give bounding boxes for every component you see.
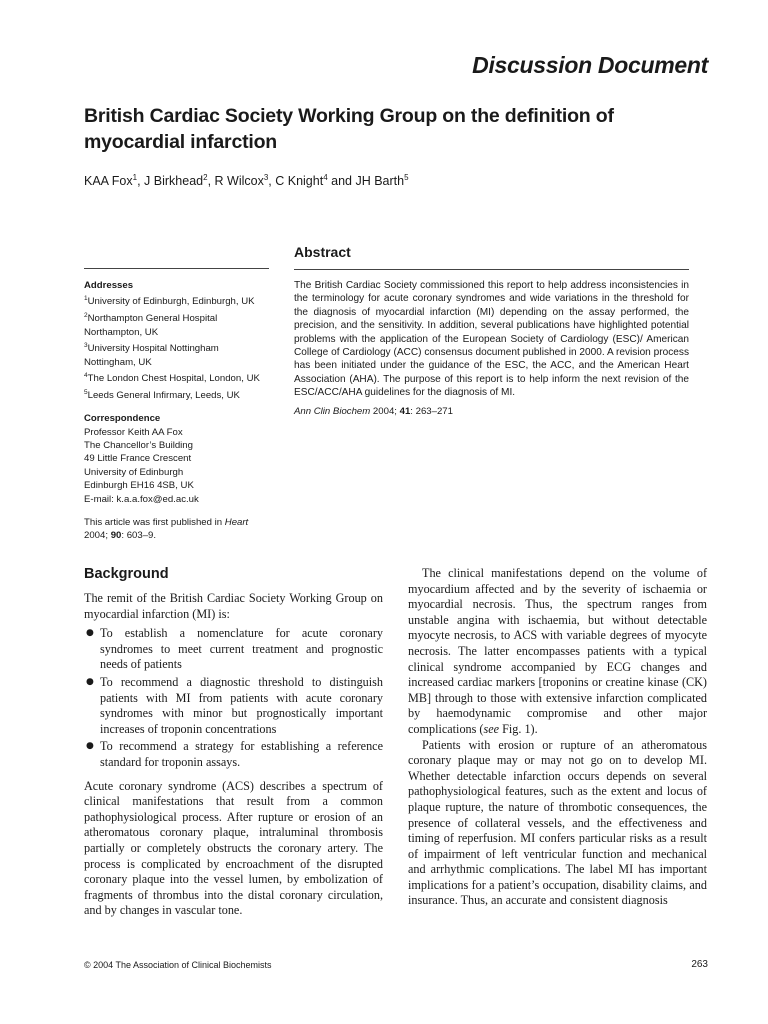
- clinical-manifestations-paragraph: The clinical manifestations depend on the volume of myocardium affected and by the severity of ischaemia or myocardial necrosis. Thus, the spectrum ranges from unstable angina with ischaemia, but without detectable myocyte necrosis, to ACS with variable degrees of myocyte necrosis. The latter encompasses patients with a typical clinical syndrome accompanied by ECG changes and increased cardiac markers [troponins or creatine kinase (CK) MB] through to those with extensive infarction complicated by haemodynamic compromise and other major complications (see Fig. 1).: [408, 566, 707, 736]
- list-item: ● To establish a nomenclature for acute coronary syndromes to meet current treatment and prognostic needs of patients: [86, 626, 383, 672]
- page-number: 263: [691, 959, 708, 970]
- author: KAA Fox$^1$,: [84, 173, 145, 189]
- body-column-left: [84, 566, 383, 919]
- address-line: $^1$University of Edinburgh, Edinburgh, UK: [84, 295, 255, 308]
- author-list: [84, 173, 409, 188]
- author: C Knight$^4$ and: [275, 173, 356, 189]
- background-intro: The remit of the British Cardiac Society Working Group on myocardial infarction (MI) is:: [84, 591, 383, 621]
- address-line: $^2$Northampton General Hospital: [84, 312, 218, 325]
- first-published-note: This article was first published in Heart 2004; 90: 603–9.: [84, 517, 249, 542]
- correspondence-email[interactable]: E-mail: k.a.a.fox@ed.ac.uk: [84, 493, 199, 505]
- address-line: $^3$University Hospital Nottingham: [84, 342, 219, 355]
- acs-paragraph: Acute coronary syndrome (ACS) describes a spectrum of clinical manifestations that result from a common pathophysiological process. After rupture or erosion of an atheromatous coronary plaque, intraluminal thrombosis partially or completely obstructs the coronary artery. The process is complicated by encroachment of the disrupted coronary plaque into the vessel lumen, by embolization of fragments of thrombus into the distal coronary circulation, and by changes in vascular tone.: [84, 778, 383, 918]
- address-line: $^4$The London Chest Hospital, London, UK: [84, 372, 260, 385]
- list-item: ● To recommend a strategy for establishing a reference standard for troponin assays.: [86, 739, 383, 769]
- abstract-divider: [294, 269, 689, 270]
- bullet-icon: ●: [86, 676, 94, 687]
- document-type-label: Discussion Document: [472, 52, 708, 78]
- abstract-body: The British Cardiac Society commissioned this report to help address inconsistencies in the terminology for acute coronary syndromes and wide variations in the threshold for the diagnosis of myocardial infarction (MI) depending on the assay performed, the precision, and the sensitivity. In addition, several publications have highlighted potential problems with the application of the European Society of Cardiology (ESC)/ American College of Cardiology (ACC) consensus document published in 2000. A revision process has been initiated under the guidance of the ESC, the ACC, and the American Heart Association (AHA). The purpose of this report is to help inform the next revision of the ESC/ACC/AHA guidelines for the diagnosis of MI.: [294, 280, 689, 399]
- abstract-citation: Ann Clin Biochem 2004; 41: 263–271: [294, 405, 453, 417]
- correspondence-line: Edinburgh EH16 4SB, UK: [84, 480, 194, 492]
- bullet-icon: ●: [86, 628, 94, 639]
- correspondence-block: [84, 426, 269, 506]
- body-column-right: [408, 566, 707, 909]
- bullet-icon: ●: [86, 741, 94, 752]
- address-list: [84, 292, 269, 402]
- article-metadata: [84, 268, 269, 543]
- abstract-section: [294, 244, 689, 417]
- author: JH Barth$^5$: [355, 173, 409, 189]
- correspondence-line: University of Edinburgh: [84, 466, 184, 478]
- remit-list: [84, 626, 383, 770]
- correspondence-heading: Correspondence: [84, 413, 161, 425]
- address-line: $^5$Leeds General Infirmary, Leeds, UK: [84, 388, 240, 401]
- background-heading: Background: [84, 566, 169, 582]
- address-line: Northampton, UK: [84, 326, 159, 338]
- address-line: Nottingham, UK: [84, 356, 152, 368]
- abstract-heading: Abstract: [294, 244, 351, 260]
- correspondence-line: 49 Little France Crescent: [84, 453, 192, 465]
- correspondence-line: Professor Keith AA Fox: [84, 426, 183, 438]
- plaque-paragraph: Patients with erosion or rupture of an atheromatous coronary plaque may or may not go on to develop MI. Whether detectable infarction occurs depends on several pathophysiological features, such as the extent and locus of plaque rupture, the nature of thrombotic consequences, the presence of collateral vessels, and the effectiveness and timing of reperfusion. MI confers particular risks as a result of impairment of left ventricular function and mechanical and arrhythmic complications. The label MI has important implications for a patient’s occupation, disability claims, and insurance. Thus, an accurate and consistent diagnosis: [408, 737, 707, 908]
- correspondence-line: The Chancellor’s Building: [84, 440, 193, 451]
- author: J Birkhead$^2$,: [144, 173, 215, 189]
- list-item: ● To recommend a diagnostic threshold to distinguish patients with MI from patients with acute coronary syndromes with minor but prognostically important increases of troponin concentrations: [86, 674, 383, 736]
- article-title: British Cardiac Society Working Group on the definition of myocardial infarction: [84, 105, 614, 153]
- author: R Wilcox$^3$,: [214, 173, 276, 189]
- copyright-notice: © 2004 The Association of Clinical Biochemists: [84, 960, 272, 970]
- addresses-heading: Addresses: [84, 280, 134, 291]
